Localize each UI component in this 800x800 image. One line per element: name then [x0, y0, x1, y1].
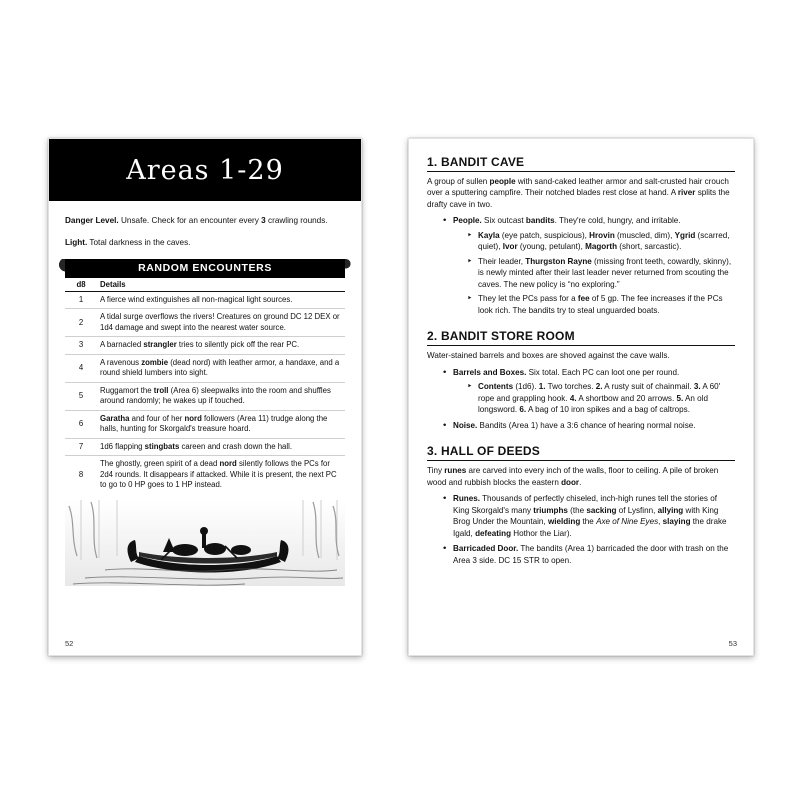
list-item: • Barrels and Boxes. Six total. Each PC can loot one per round. ‣ Contents (1d6). 1. Two torches. 2. A rusty suit of chainmail. 3. A 60' rope and grappling hook. 4. A shortbow and 20 arrows. 5. An old longsword. 6. A bag of 10 iron spikes and a bag of caltrops.	[445, 367, 735, 416]
random-encounters-band	[65, 259, 345, 278]
row-details: A fierce wind extinguishes all non-magical light sources.	[97, 291, 345, 309]
random-encounters-table	[65, 278, 345, 494]
left-page-body	[49, 201, 361, 586]
longship-illustration	[65, 500, 345, 586]
row-d8: 2	[65, 309, 97, 337]
row-details: Garatha and four of her nord followers (Area 11) trudge along the halls, hunting for Skorgald's treasure hoard.	[97, 410, 345, 438]
table-row	[65, 309, 345, 337]
row-d8: 1	[65, 291, 97, 309]
list-item: ‣ They let the PCs pass for a fee of 5 gp. The fee increases if the PCs look rich. The bandits try to steal unguarded boats.	[469, 293, 735, 316]
left-page	[48, 138, 362, 656]
danger-level-note: Danger Level. Unsafe. Check for an encounter every 3 crawling rounds.	[65, 216, 328, 225]
list-item: ‣ Kayla (eye patch, suspicious), Hrovin (muscled, dim), Ygrid (scarred, quiet), Ivor (young, petulant), Magorth (short, sarcastic).	[469, 230, 735, 253]
section-heading-bandit-store-room: 2. BANDIT STORE ROOM	[427, 329, 735, 346]
sub-bullet-list	[461, 381, 735, 415]
right-page	[408, 138, 754, 656]
bullet-list-bandit-cave	[437, 215, 735, 316]
row-d8: 7	[65, 438, 97, 456]
row-details: The ghostly, green spirit of a dead nord silently follows the PCs for 2d4 rounds. It disappears if attacked. While it is present, the next PC to go to 0 HP goes to 1 HP instead.	[100, 459, 337, 490]
page-number-left: 52	[65, 639, 74, 648]
section-intro-bandit-store-room: Water-stained barrels and boxes are shoved against the cave walls.	[427, 351, 670, 361]
row-details: 1d6 flapping stingbats careen and crash down the hall.	[97, 438, 345, 456]
table-row	[65, 291, 345, 309]
row-details: Ruggamort the troll (Area 6) sleepwalks into the room and shuffles around randomly; he wakes up if touched.	[97, 382, 345, 410]
bullet-list-hall-of-deeds	[437, 493, 735, 566]
list-item: • Runes. Thousands of perfectly chiseled, inch-high runes tell the stories of King Skorgald's many triumphs (the sacking of Lysfinn, allying with King Brog Under the Mountain, wielding the Axe of Nine Eyes, slaying the drake Igald, defeating Hothor the Liar).	[445, 493, 735, 539]
row-d8: 8	[78, 469, 84, 479]
table-row	[65, 438, 345, 456]
list-item: ‣ Their leader, Thurgston Rayne (missing front teeth, cowardly, skinny), is newly minted after their last leader never returned from scouting the caves. The new policy is “no exploring.”	[469, 256, 735, 290]
list-item: ‣ Contents (1d6). 1. Two torches. 2. A rusty suit of chainmail. 3. A 60' rope and grappling hook. 4. A shortbow and 20 arrows. 5. An old longsword. 6. A bag of 10 iron spikes and a bag of caltrops.	[469, 381, 735, 415]
table-row	[65, 337, 345, 355]
list-item: • Noise. Bandits (Area 1) have a 3:6 chance of hearing normal noise.	[445, 420, 735, 431]
row-details: A barnacled strangler tries to silently pick off the rear PC.	[97, 337, 345, 355]
section-intro-bandit-cave: A group of sullen people with sand-caked leather armor and salt-crusted hair crouch over a sputtering campfire. Their notched blades rest close at hand. A river splits the drafty cave in two.	[427, 177, 730, 209]
right-page-body	[409, 139, 753, 566]
column-header-d8: d8	[65, 278, 97, 292]
sub-bullet-list	[461, 230, 735, 316]
table-header-row	[65, 278, 345, 292]
chapter-banner	[49, 139, 361, 201]
ink-splat-right-icon	[317, 259, 351, 278]
list-item: • Barricaded Door. The bandits (Area 1) barricaded the door with trash on the Area 3 side. DC 15 STR to open.	[445, 543, 735, 566]
random-encounters-title: RANDOM ENCOUNTERS	[138, 262, 272, 275]
ink-splat-left-icon	[59, 259, 93, 278]
table-row	[65, 456, 345, 494]
section-heading-hall-of-deeds: 3. HALL OF DEEDS	[427, 444, 735, 461]
table-row	[65, 410, 345, 438]
row-details: A tidal surge overflows the rivers! Creatures on ground DC 12 DEX or 1d4 damage and swept into the nearest water source.	[97, 309, 345, 337]
row-d8: 3	[65, 337, 97, 355]
column-header-details: Details	[97, 278, 345, 292]
section-intro-hall-of-deeds: Tiny runes are carved into every inch of the walls, floor to ceiling. A pile of broken wood and rubbish blocks the eastern door.	[427, 466, 719, 487]
table-row	[65, 354, 345, 382]
row-details: A ravenous zombie (dead nord) with leather armor, a handaxe, and a round shield lumbers into sight.	[97, 354, 345, 382]
row-d8: 5	[65, 382, 97, 410]
longship-svg	[65, 500, 345, 586]
page-number-right: 53	[728, 639, 737, 648]
bullet-list-bandit-store-room	[437, 367, 735, 431]
table-row	[65, 382, 345, 410]
row-d8: 4	[65, 354, 97, 382]
section-heading-bandit-cave: 1. BANDIT CAVE	[427, 155, 735, 172]
list-item: • People. Six outcast bandits. They're cold, hungry, and irritable. ‣ Kayla (eye patch, suspicious), Hrovin (muscled, dim), Ygrid (scarred, quiet), Ivor (young, petulant), Magorth (short, sarcastic). ‣ Their leader, Thurgston Rayne (missing front teeth, cowardly, skinny), is newly minted after their last leader never returned from scouting the caves. The new policy is “no exploring.” ‣ They let the PCs pass for a fee of 5 gp. The fee increases if the PCs look rich. The bandits try to steal unguarded boats.	[445, 215, 735, 316]
row-d8: 6	[65, 410, 97, 438]
chapter-title: Areas 1-29	[126, 154, 284, 186]
light-note: Light. Total darkness in the caves.	[65, 237, 191, 247]
